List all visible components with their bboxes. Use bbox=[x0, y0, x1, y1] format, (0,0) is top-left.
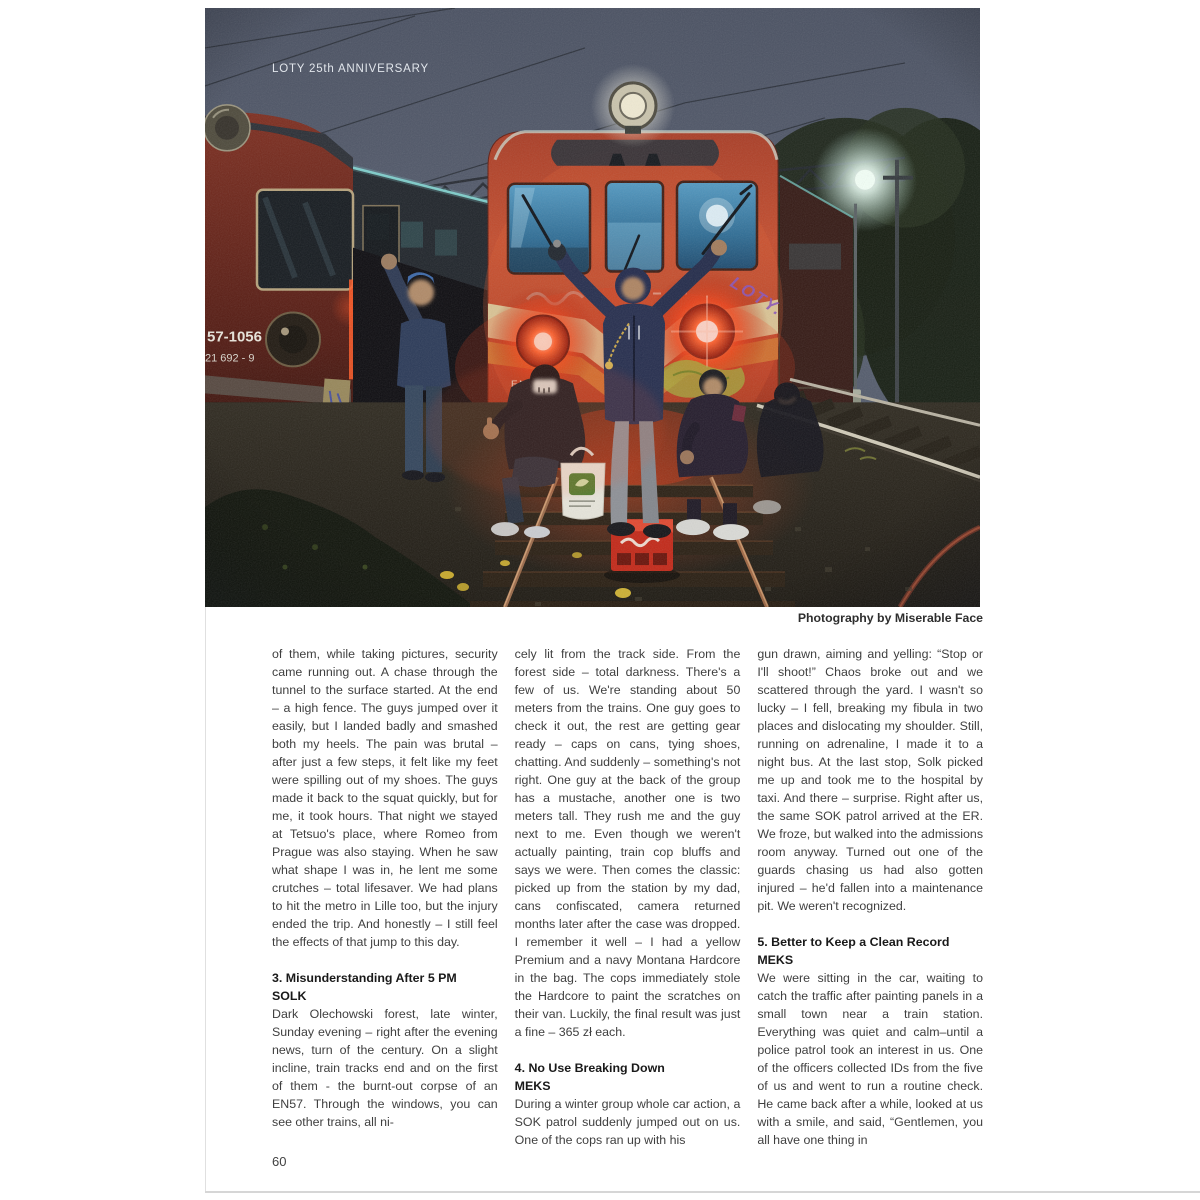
section-heading-author: SOLK bbox=[272, 989, 307, 1003]
section-heading bbox=[515, 1059, 741, 1095]
paragraph: We were sitting in the car, waiting to catch the traffic after painting panels in a small town near a train station. Everything was quiet and calm–until a police patrol took an interest in us. One of the officers collected IDs from the five of us and went to run a routine check. He came back after a while, looked at us with a smile, and said, “Gentlemen, you all have one thing in bbox=[757, 971, 984, 1147]
text-column-2 bbox=[515, 645, 741, 1149]
text-column-1 bbox=[272, 645, 498, 1149]
text-column-3 bbox=[757, 645, 983, 1149]
paragraph: of them, while taking pictures, security came running out. A chase through the tunnel to the surface started. At the end – a high fence. The guys jumped over it easily, but I landed badly and smashed both my heels. The pain was brutal – after just a few steps, it felt like my feet were spilling out of my shoes. The guys made it back to the squat quickly, but for me, it took hours. That night we stayed at Tetsuo's place, where Romeo from Prague was also staying. When he saw what shape I was in, he lent me some crutches – total lifesaver. We had plans to hit the metro in Lille too, but the injury ended the trip. And honestly – I still feel the effects of that jump to this day. bbox=[272, 647, 498, 949]
section-heading-title: 5. Better to Keep a Clean Record bbox=[757, 935, 950, 949]
paragraph: Dark Olechowski forest, late winter, Sunday evening – right after the evening news, turn of the century. On a slight incline, train tracks end and on the first of them - the burnt-out corpse of an EN57. Through the windows, you can see other trains, all ni- bbox=[272, 1007, 498, 1129]
page-bottom-edge bbox=[205, 1191, 1200, 1193]
section-heading-title: 3. Misunderstanding After 5 PM bbox=[272, 971, 457, 985]
article-columns bbox=[272, 645, 983, 1149]
photo-illustration bbox=[205, 8, 980, 607]
paragraph: During a winter group whole car action, a SOK patrol suddenly jumped out on us. One of the cops ran up with his bbox=[514, 1097, 741, 1147]
section-heading bbox=[757, 933, 983, 969]
page-left-edge bbox=[205, 607, 206, 1192]
section-heading-title: 4. No Use Breaking Down bbox=[514, 1061, 665, 1075]
photo-overlay-title: LOTY 25th ANNIVERSARY bbox=[272, 63, 429, 75]
page-number: 60 bbox=[272, 1154, 287, 1169]
section-heading-author: MEKS bbox=[757, 953, 794, 967]
section-heading bbox=[272, 969, 498, 1005]
paragraph: cely lit from the track side. From the forest side – total darkness. There's a few of us. We're standing about 50 meters from the trains. One guy goes to check it out, the rest are getting gear ready – caps on cans, tying shoes, chatting. And suddenly – something's not right. One guy at the back of the group has a mustache, another one is two meters tall. They rush me and the guy next to me. Even though we weren't actually painting, train cop bluffs and says we were. Then comes the classic: picked up from the station by my dad, cans confiscated, camera returned months later after the case was dropped. I remember it well – I had a yellow Premium and a navy Montana Hardcore in the bag. The cops immediately stole the Hardcore to paint the scratches on their van. Luckily, the final result was just a fine – 365 zł each. bbox=[514, 647, 741, 1039]
section-heading-author: MEKS bbox=[514, 1079, 551, 1093]
paragraph: gun drawn, aiming and yelling: “Stop or I'll shoot!” Chaos broke out and we scattered through the yard. I wasn't so lucky – I fell, breaking my fibula in two places and dislocating my shoulder. Still, running on adrenaline, I made it to a night bus. At the last stop, Solk picked me up and took me to the hospital by taxi. And there – surprise. Right after us, the same SOK patrol arrived at the ER. We froze, but walked into the admissions room anyway. Turned out one of the guards chasing us had also gotten injured – he'd fallen into a maintenance pit. We weren't recognized. bbox=[757, 647, 984, 913]
film-grain bbox=[205, 8, 980, 607]
photo-caption: Photography by Miserable Face bbox=[797, 611, 983, 625]
photo bbox=[205, 8, 980, 607]
